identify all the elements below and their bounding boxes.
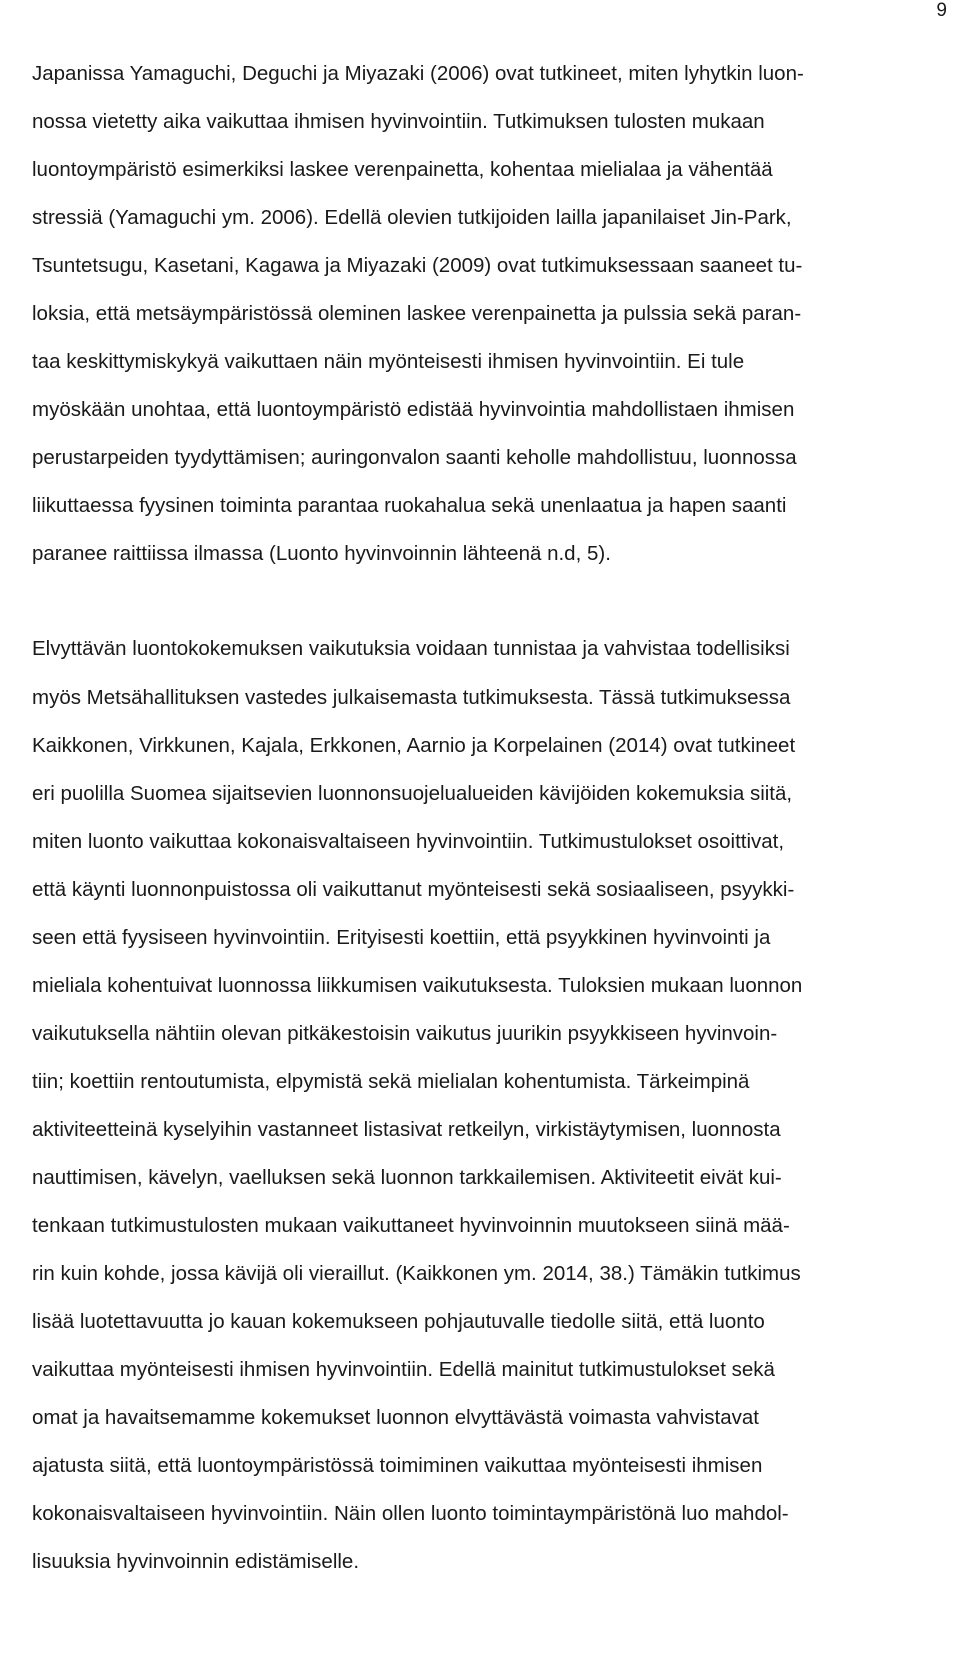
text-line: miten luonto vaikuttaa kokonaisvaltaiseen hyvinvointiin. Tutkimustulokset osoittivat, [32, 830, 785, 853]
text-line: ajatusta siitä, että luontoympäristössä toimiminen vaikuttaa myönteisesti ihmisen [32, 1454, 763, 1477]
text-line: omat ja havaitsemamme kokemukset luonnon elvyttävästä voimasta vahvistavat [32, 1406, 759, 1429]
text-line: myös Metsähallituksen vastedes julkaisemasta tutkimuksesta. Tässä tutkimuksessa [32, 686, 791, 709]
text-line: paranee raittiissa ilmassa (Luonto hyvinvoinnin lähteenä n.d, 5). [32, 542, 611, 565]
text-line: taa keskittymiskykyä vaikuttaen näin myönteisesti ihmisen hyvinvointiin. Ei tule [32, 350, 745, 373]
text-line: nossa vietetty aika vaikuttaa ihmisen hyvinvointiin. Tutkimuksen tulosten mukaan [32, 110, 765, 133]
text-line: rin kuin kohde, jossa kävijä oli vieraillut. (Kaikkonen ym. 2014, 38.) Tämäkin tutkimus [32, 1262, 801, 1285]
text-line: perustarpeiden tyydyttämisen; auringonvalon saanti keholle mahdollistuu, luonnossa [32, 446, 797, 469]
text-line: aktiviteetteinä kyselyihin vastanneet listasivat retkeilyn, virkistäytymisen, luonnosta [32, 1118, 781, 1141]
text-line: Kaikkonen, Virkkunen, Kajala, Erkkonen, Aarnio ja Korpelainen (2014) ovat tutkineet [32, 734, 796, 757]
text-line: stressiä (Yamaguchi ym. 2006). Edellä olevien tutkijoiden lailla japanilaiset Jin-Park, [32, 206, 792, 229]
text-line: Elvyttävän luontokokemuksen vaikutuksia voidaan tunnistaa ja vahvistaa todellisiksi [32, 637, 790, 660]
text-line: seen että fyysiseen hyvinvointiin. Erityisesti koettiin, että psyykkinen hyvinvointi ja [32, 926, 771, 949]
text-line: loksia, että metsäympäristössä oleminen laskee verenpainetta ja pulssia sekä paran- [32, 302, 802, 325]
text-line: tiin; koettiin rentoutumista, elpymistä sekä mielialan kohentumista. Tärkeimpinä [32, 1070, 750, 1093]
text-line: vaikuttaa myönteisesti ihmisen hyvinvointiin. Edellä mainitut tutkimustulokset sekä [32, 1358, 775, 1381]
text-line: tenkaan tutkimustulosten mukaan vaikuttaneet hyvinvoinnin muutokseen siinä mää- [32, 1214, 790, 1237]
text-line: luontoympäristö esimerkiksi laskee verenpainetta, kohentaa mielialaa ja vähentää [32, 158, 773, 181]
text-line: mieliala kohentuivat luonnossa liikkumisen vaikutuksesta. Tuloksien mukaan luonnon [32, 974, 803, 997]
text-line: lisuuksia hyvinvoinnin edistämiselle. [32, 1550, 360, 1573]
text-line: liikuttaessa fyysinen toiminta parantaa ruokahalua sekä unenlaatua ja hapen saanti [32, 494, 787, 517]
text-line: kokonaisvaltaiseen hyvinvointiin. Näin ollen luonto toimintaympäristönä luo mahdol- [32, 1502, 789, 1525]
text-line: eri puolilla Suomea sijaitsevien luonnonsuojelualueiden kävijöiden kokemuksia siitä, [32, 782, 793, 805]
text-line: vaikutuksella nähtiin olevan pitkäkestoisin vaikutus juurikin psyykkiseen hyvinvoin- [32, 1022, 778, 1045]
text-line: Japanissa Yamaguchi, Deguchi ja Miyazaki (2006) ovat tutkineet, miten lyhytkin luon- [32, 62, 804, 85]
text-line: nauttimisen, kävelyn, vaelluksen sekä luonnon tarkkailemisen. Aktiviteetit eivät kui- [32, 1166, 782, 1189]
text-line: lisää luotettavuutta jo kauan kokemukseen pohjautuvalle tiedolle siitä, että luonto [32, 1310, 765, 1333]
text-line: että käynti luonnonpuistossa oli vaikuttanut myönteisesti sekä sosiaaliseen, psyykki- [32, 878, 795, 901]
text-line: myöskään unohtaa, että luontoympäristö edistää hyvinvointia mahdollistaen ihmisen [32, 398, 795, 421]
text-line: Tsuntetsugu, Kasetani, Kagawa ja Miyazaki (2009) ovat tutkimuksessaan saaneet tu- [32, 254, 803, 277]
page-number: 9 [936, 0, 947, 21]
